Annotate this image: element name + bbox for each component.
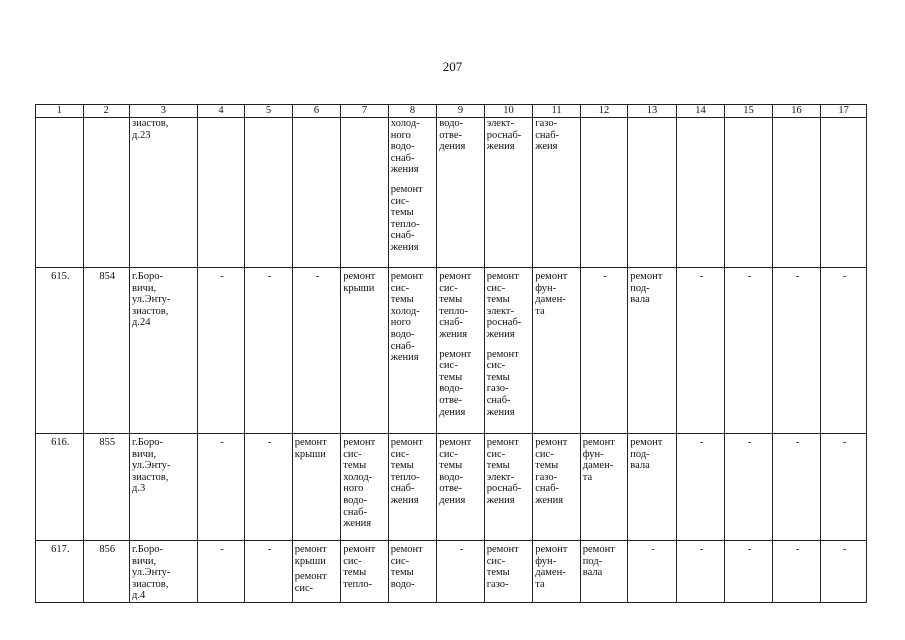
- table-row: [36, 268, 867, 434]
- work-item: ремонт сис-: [294, 571, 327, 594]
- work-item: ремонт крыши: [341, 268, 389, 434]
- table-cell: -: [772, 434, 821, 541]
- table-cell: -: [821, 434, 867, 541]
- column-header: 8: [388, 105, 437, 118]
- column-header: 2: [83, 105, 130, 118]
- address-cell: г.Боро- вичи, ул.Энту- зиастов, д.24: [130, 268, 198, 434]
- column-header: 3: [130, 105, 198, 118]
- work-item: ремонт сис- темы элект- роснаб- жения: [486, 271, 522, 340]
- object-code: 856: [83, 541, 130, 603]
- address-cell: зиастов, д.23: [130, 118, 198, 268]
- work-item: ремонт сис- темы водо-: [388, 541, 437, 603]
- work-item: ремонт под- вала: [628, 434, 677, 541]
- address-cell: г.Боро- вичи, ул.Энту- зиастов, д.3: [130, 434, 198, 541]
- work-item: ремонт сис- темы тепло-: [341, 541, 389, 603]
- column-header: 15: [725, 105, 773, 118]
- work-item: водо- отве- дения: [437, 118, 485, 268]
- work-item: элект- роснаб- жения: [484, 118, 533, 268]
- work-item: ремонт фун- дамен- та: [533, 268, 581, 434]
- table-cell: [341, 118, 389, 268]
- table-cell: -: [628, 541, 677, 603]
- row-number: [36, 118, 84, 268]
- table-cell: -: [676, 541, 725, 603]
- work-item: ремонт фун- дамен- та: [533, 541, 581, 603]
- address-cell: г.Боро- вичи, ул.Энту- зиастов, д.4: [130, 541, 198, 603]
- table-cell: [484, 268, 533, 434]
- table-cell: [676, 118, 725, 268]
- work-item: ремонт сис- темы водо- отве- дения: [439, 348, 472, 418]
- work-item: ремонт сис- темы газо- снаб- жения: [533, 434, 581, 541]
- table-cell: [245, 118, 293, 268]
- table-cell: [580, 118, 628, 268]
- table-cell: -: [245, 268, 293, 434]
- column-header: 11: [533, 105, 581, 118]
- object-code: [83, 118, 130, 268]
- table-cell: -: [245, 541, 293, 603]
- table-cell: -: [437, 541, 485, 603]
- table-cell: -: [197, 268, 245, 434]
- row-number: 616.: [36, 434, 84, 541]
- column-header: 5: [245, 105, 293, 118]
- work-item: ремонт сис- темы тепло- снаб- жения: [439, 271, 472, 340]
- work-item: ремонт сис- темы холод- ного водо- снаб- жения: [341, 434, 389, 541]
- work-item: газо- снаб- жеия: [533, 118, 581, 268]
- table-cell: -: [772, 268, 821, 434]
- table-cell: -: [725, 268, 773, 434]
- work-item: ремонт сис- темы газо- снаб- жения: [486, 348, 519, 418]
- table-cell: -: [725, 541, 773, 603]
- page-number: 207: [442, 59, 463, 74]
- column-header: 9: [437, 105, 485, 118]
- table-cell: [292, 541, 341, 603]
- table-cell: -: [580, 268, 628, 434]
- header-row: [36, 105, 867, 118]
- table-cell: -: [821, 541, 867, 603]
- table-cell: [628, 118, 677, 268]
- work-item: ремонт крыши: [292, 434, 341, 541]
- work-item: ремонт фун- дамен- та: [580, 434, 628, 541]
- work-item: холод- ного водо- снаб- жения: [390, 118, 420, 176]
- table-cell: -: [676, 434, 725, 541]
- table-cell: -: [772, 541, 821, 603]
- table-cell: [292, 118, 341, 268]
- table-cell: [821, 118, 867, 268]
- column-header: 6: [292, 105, 341, 118]
- object-code: 855: [83, 434, 130, 541]
- work-item: ремонт под- вала: [580, 541, 628, 603]
- row-number: 617.: [36, 541, 84, 603]
- table-cell: [437, 268, 485, 434]
- column-header: 13: [628, 105, 677, 118]
- work-item: ремонт сис- темы водо- отве- дения: [437, 434, 485, 541]
- work-item: ремонт сис- темы элект- роснаб- жения: [484, 434, 533, 541]
- work-item: ремонт сис- темы газо-: [484, 541, 533, 603]
- table-cell: -: [292, 268, 341, 434]
- table-cell: [725, 118, 773, 268]
- column-header: 17: [821, 105, 867, 118]
- column-header: 1: [36, 105, 84, 118]
- table-cell: -: [821, 268, 867, 434]
- work-item: ремонт сис- темы тепло- снаб- жения: [388, 434, 437, 541]
- table-cell: -: [725, 434, 773, 541]
- column-header: 14: [676, 105, 725, 118]
- work-item: ремонт крыши: [294, 544, 327, 567]
- column-header: 4: [197, 105, 245, 118]
- row-number: 615.: [36, 268, 84, 434]
- work-item: ремонт сис- темы тепло- снаб- жения: [390, 183, 423, 253]
- table-cell: [197, 118, 245, 268]
- table-cell: -: [245, 434, 293, 541]
- work-item: ремонт под- вала: [628, 268, 677, 434]
- table-cell: -: [197, 434, 245, 541]
- table-cell: [388, 118, 437, 268]
- column-header: 12: [580, 105, 628, 118]
- table-cell: -: [197, 541, 245, 603]
- works-table: [35, 104, 867, 603]
- table-row: [36, 541, 867, 603]
- object-code: 854: [83, 268, 130, 434]
- table-row: [36, 434, 867, 541]
- column-header: 10: [484, 105, 533, 118]
- table-cell: -: [676, 268, 725, 434]
- column-header: 16: [772, 105, 821, 118]
- work-item: ремонт сис- темы холод- ного водо- снаб- жения: [388, 268, 437, 434]
- table-row: [36, 118, 867, 268]
- table-cell: [772, 118, 821, 268]
- column-header: 7: [341, 105, 389, 118]
